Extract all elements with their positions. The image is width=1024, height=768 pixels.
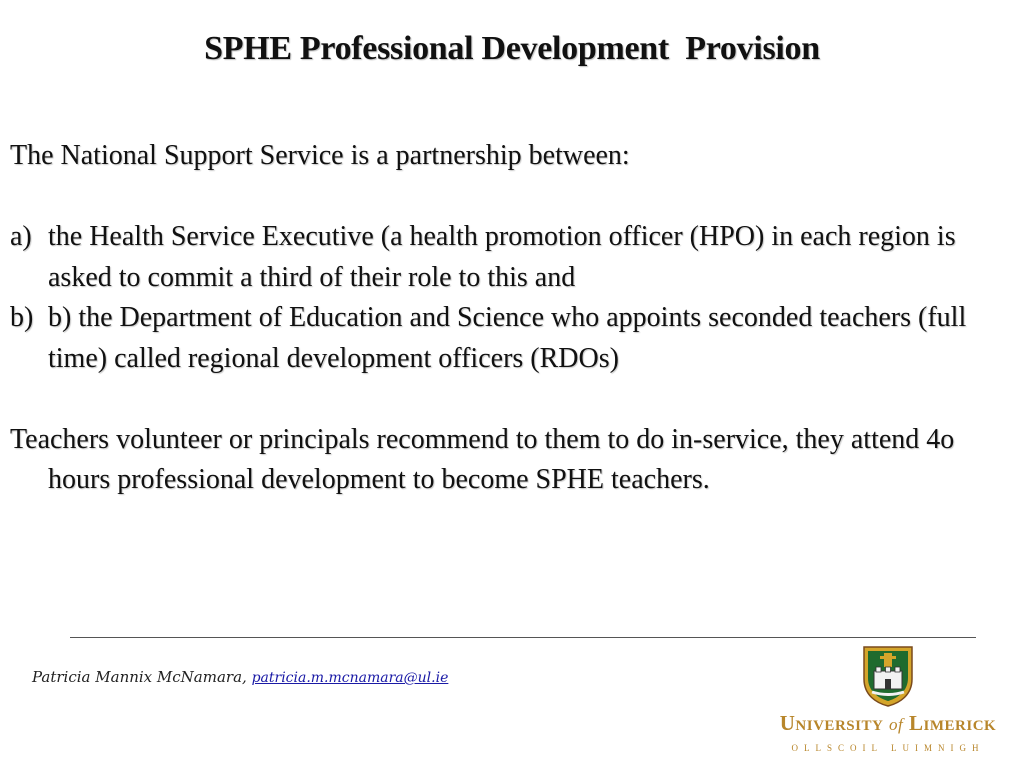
intro-paragraph: The National Support Service is a partnership between:: [10, 140, 630, 171]
university-name: [768, 711, 1008, 736]
list-text-b: b) the Department of Education and Science who appoints seconded teachers (full time) called regional development officers (RDOs): [48, 302, 967, 374]
university-name-part2: Limerick: [903, 711, 997, 735]
university-name-part1: University: [779, 711, 890, 735]
university-irish-name: OLLSCOIL LUIMNIGH: [791, 743, 985, 753]
list-item-a: [10, 217, 1014, 298]
author-email-link[interactable]: patricia.m.mcnamara@ul.ie: [251, 670, 449, 686]
footer-credit: [32, 668, 448, 686]
list-item-b: [10, 298, 1014, 379]
list-text-a: the Health Service Executive (a health promotion officer (HPO) in each region is asked to commit a third of their role to this and: [48, 221, 956, 293]
slide-body: [10, 136, 1014, 501]
university-logo: [768, 645, 1008, 757]
list-marker-a: a): [10, 221, 32, 252]
spacer: [10, 177, 1014, 218]
footer-divider: [70, 637, 976, 638]
author-name: Patricia Mannix McNamara,: [32, 668, 252, 686]
slide-title: SPHE Professional Development Provision: [204, 30, 820, 67]
crest-icon: [862, 645, 914, 707]
spacer: [10, 379, 1014, 420]
list-marker-b: b): [10, 302, 34, 333]
closing-paragraph: Teachers volunteer or principals recommend to them to do in-service, they attend 4o hours professional development to become SPHE teachers.: [10, 423, 955, 495]
university-name-of: of: [889, 715, 904, 734]
